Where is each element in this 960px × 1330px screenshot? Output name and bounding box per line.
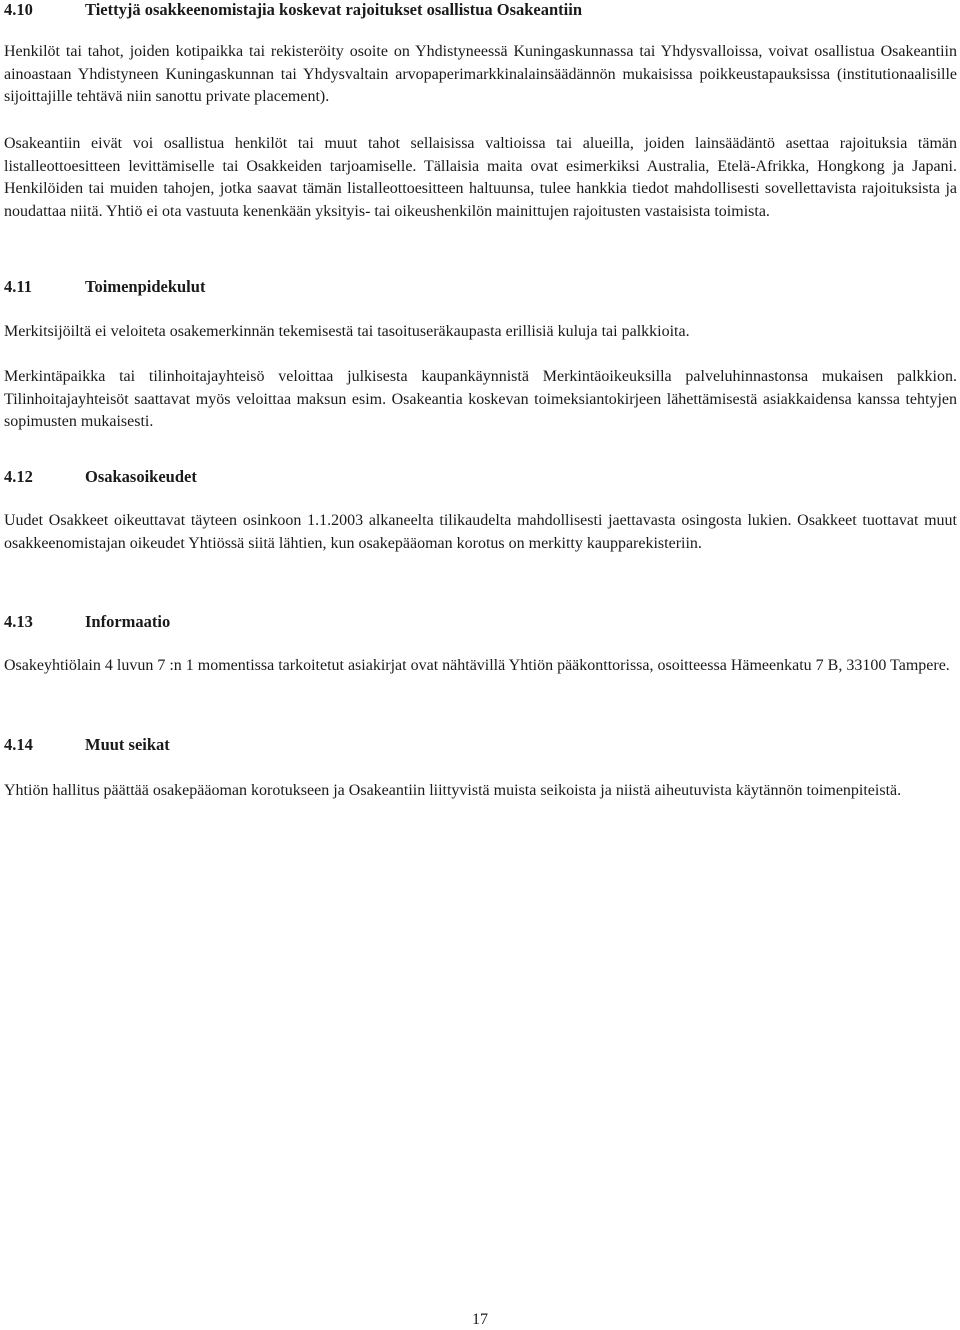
section-heading	[4, 612, 170, 632]
section-number: 4.10	[4, 0, 33, 19]
paragraph: Uudet Osakkeet oikeuttavat täyteen osinkoon 1.1.2003 alkaneelta tilikaudelta mahdollisesti jaettavasta osingosta lukien. Osakkeet tuottavat muut osakkeenomistajan oikeudet Yhtiössä siitä lähtien, kun osakepääoman korotus on merkitty kaupparekisteriin.	[4, 512, 957, 552]
section-heading	[4, 467, 197, 487]
section-heading	[4, 735, 170, 755]
paragraph: Yhtiön hallitus päättää osakepääoman korotukseen ja Osakeantiin liittyvistä muista seikoista ja niistä aiheutuvista käytännön toimenpiteistä.	[4, 782, 902, 799]
section-number: 4.13	[4, 612, 33, 631]
page-number: 17	[472, 1311, 488, 1328]
paragraph: Merkitsijöiltä ei veloiteta osakemerkinnän tekemisestä tai tasoituseräkaupasta erillisiä kuluja tai palkkioita.	[4, 323, 690, 340]
section-heading	[4, 0, 582, 20]
paragraph: Osakeantiin eivät voi osallistua henkilöt tai muut tahot sellaisissa valtioissa tai alueilla, joiden lainsäädäntö asettaa rajoituksia tämän listalleottoesitteen levittämiselle tai Osakkeiden tarjoamiselle. Tällaisia maita ovat esimerkiksi Australia, Etelä-Afrikka, Hongkong ja Japani. Henkilöiden tai muiden tahojen, jotka saavat tämän listalleottoesitteen haltuunsa, tulee hankkia tiedot mahdollisesti sovellettavista rajoituksista ja noudattaa niitä. Yhtiö ei ota vastuuta kenenkään yksityis- tai oikeushenkilön mainittujen rajoitusten vastaisista toimista.	[4, 135, 957, 220]
section-title: Osakasoikeudet	[85, 467, 197, 486]
section-title: Informaatio	[85, 612, 171, 631]
section-number: 4.11	[4, 277, 32, 296]
paragraph: Henkilöt tai tahot, joiden kotipaikka tai rekisteröity osoite on Yhdistyneessä Kuningaskunnassa tai Yhdysvalloissa, voivat osallistua Osakeantiin ainoastaan Yhdistyneen Kuningaskunnan tai Yhdysvaltain arvopaperimarkkinalainsäädännön mukaisissa poikkeustapauksissa (institutionaalisille sijoittajille tehtävä niin sanottu private placement).	[4, 43, 957, 105]
section-heading	[4, 277, 205, 297]
paragraph: Osakeyhtiölain 4 luvun 7 :n 1 momentissa tarkoitetut asiakirjat ovat nähtävillä Yhtiön pääkonttorissa, osoitteessa Hämeenkatu 7 B, 33100 Tampere.	[4, 657, 950, 674]
section-number: 4.12	[4, 467, 33, 486]
section-title: Toimenpidekulut	[85, 277, 206, 296]
section-number: 4.14	[4, 735, 33, 754]
paragraph: Merkintäpaikka tai tilinhoitajayhteisö veloittaa julkisesta kaupankäynnistä Merkintäoikeuksilla palveluhinnastonsa mukaisen palkkion. Tilinhoitajayhteisöt saattavat myös veloittaa maksun esim. Osakeantia koskevan toimeksiantokirjeen lähettämisestä asiakkaidensa kanssa tehtyjen sopimusten mukaisesti.	[4, 368, 957, 430]
section-title: Tiettyjä osakkeenomistajia koskevat rajoitukset osallistua Osakeantiin	[85, 0, 583, 19]
section-title: Muut seikat	[85, 735, 170, 754]
